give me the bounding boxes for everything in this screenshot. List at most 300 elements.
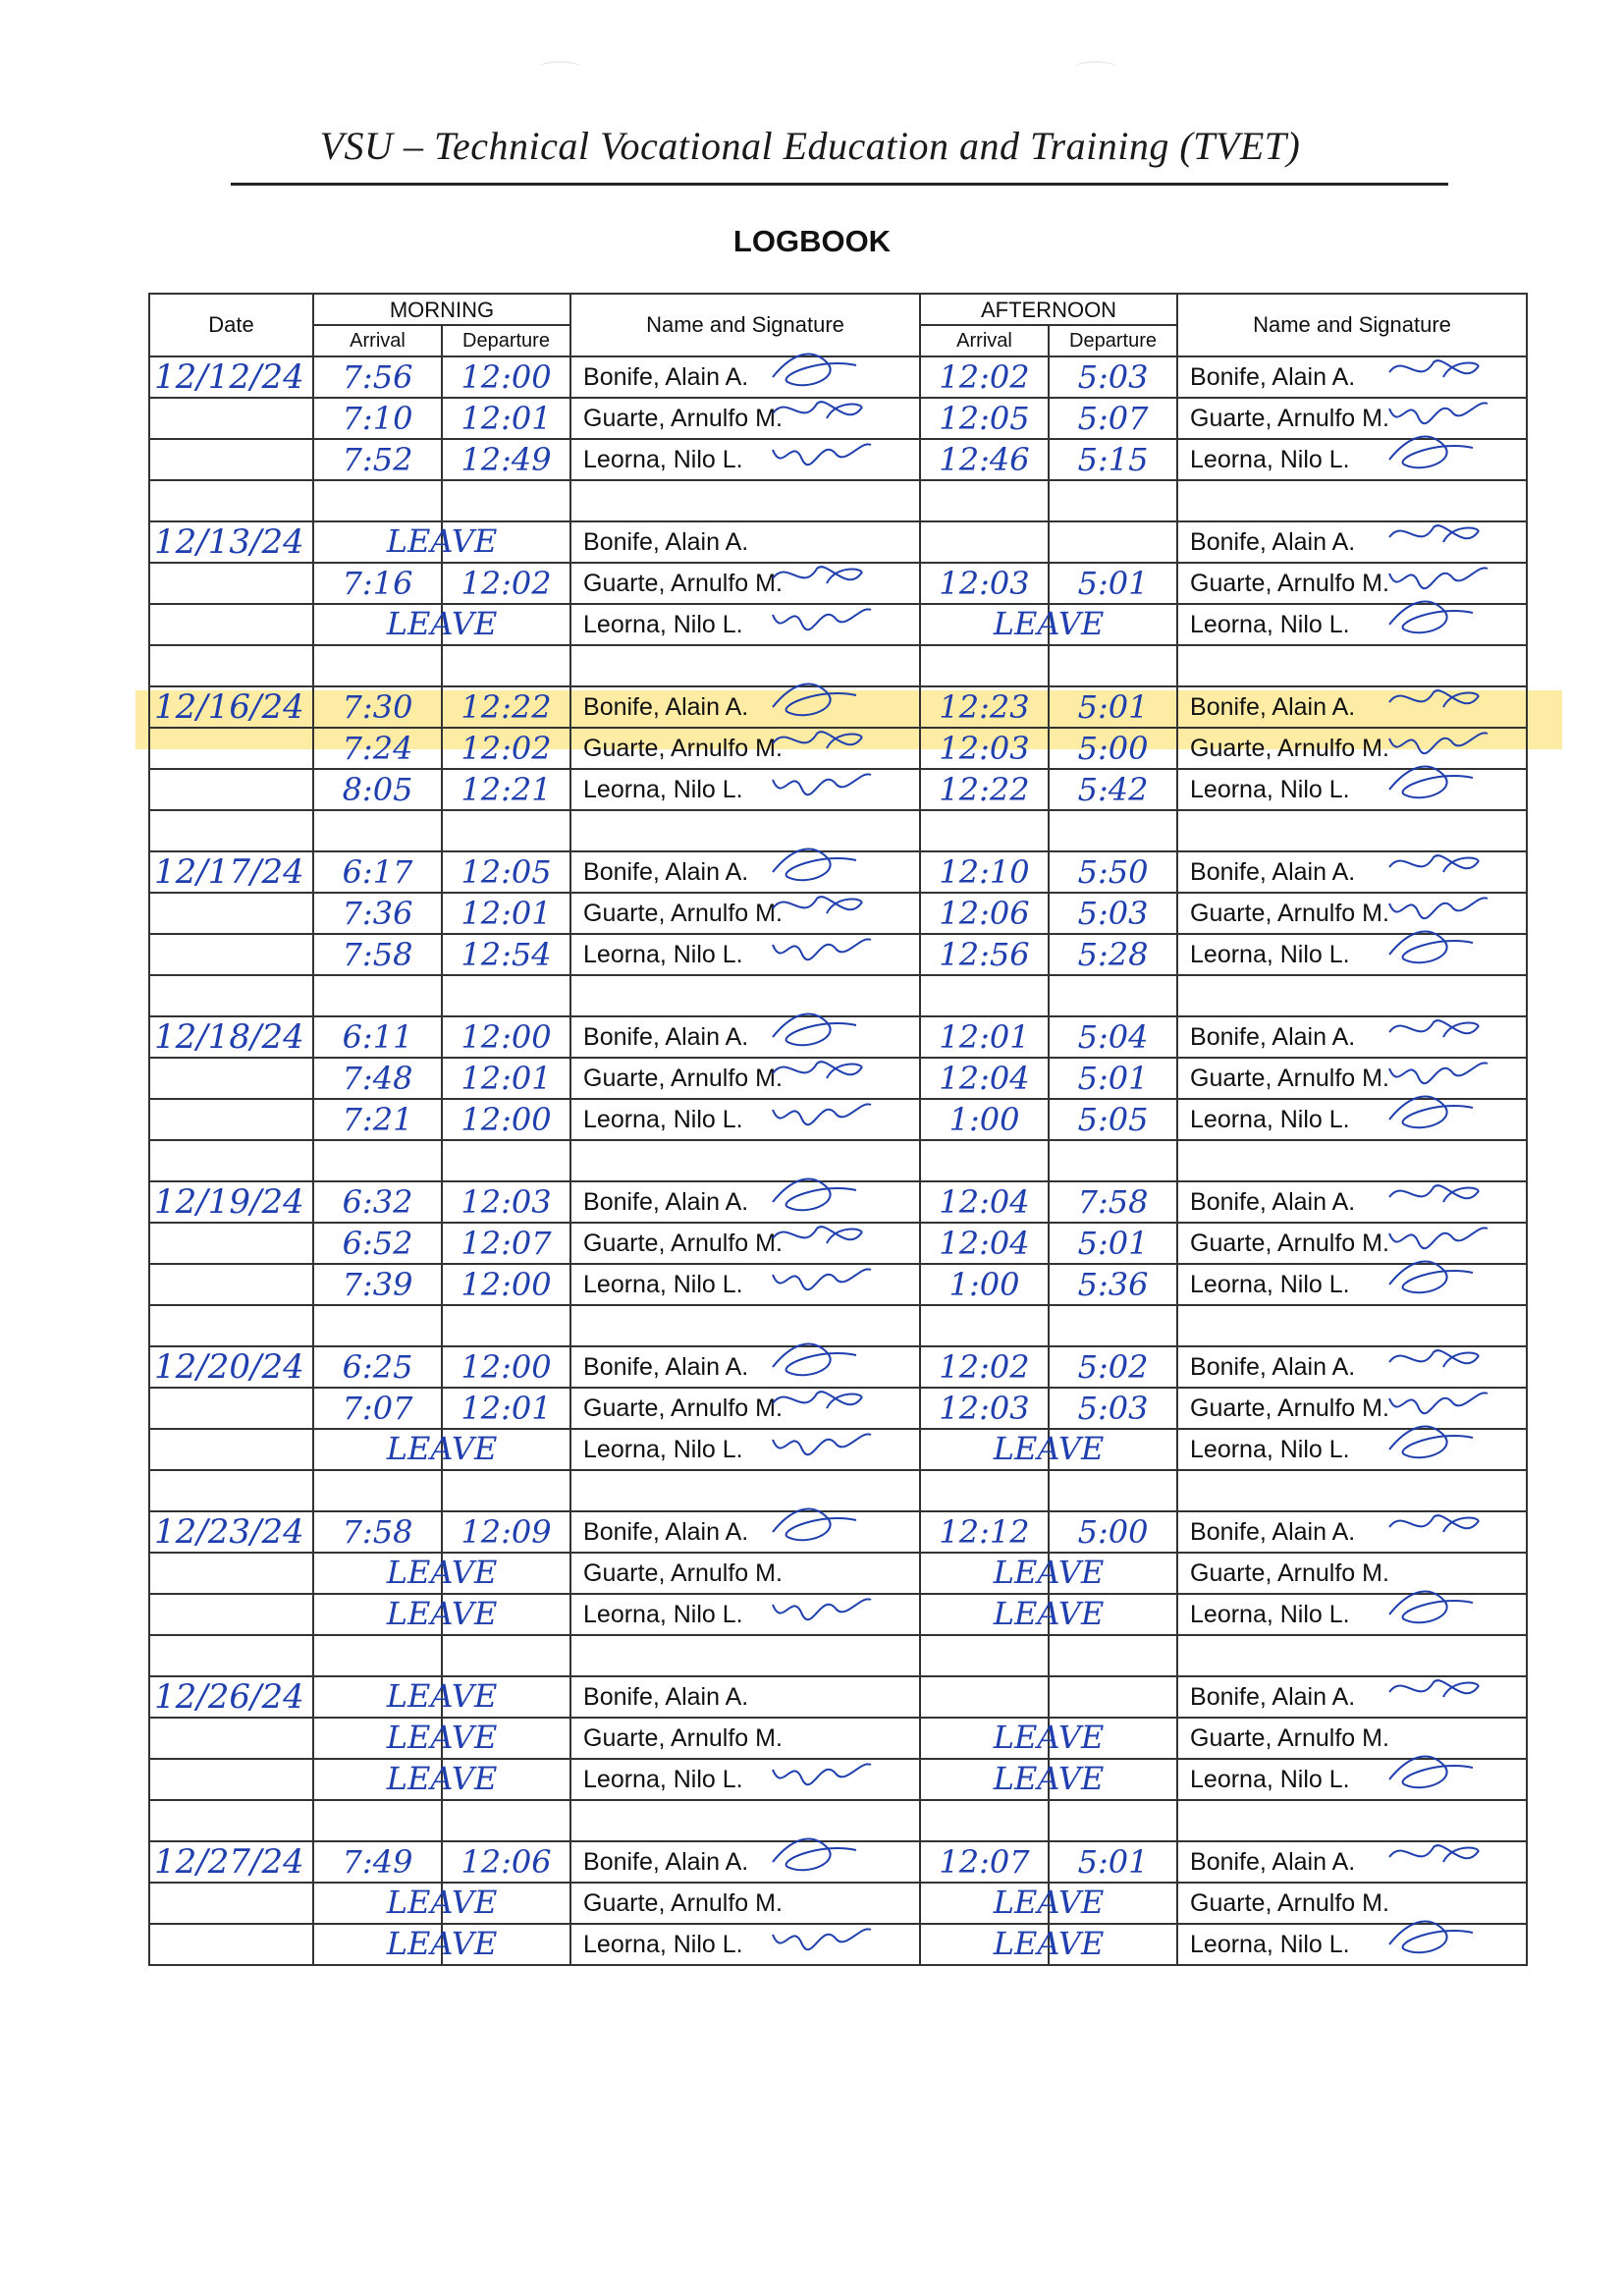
employee-name-pm: Leorna, Nilo L. bbox=[1190, 1105, 1350, 1133]
pm-leave-text: LEAVE bbox=[993, 605, 1105, 642]
date-cell-empty bbox=[149, 563, 313, 604]
spacer-cell bbox=[920, 1140, 1049, 1181]
employee-name: Leorna, Nilo L. bbox=[583, 1600, 743, 1628]
pm-leave-text: LEAVE bbox=[993, 1925, 1105, 1962]
log-row bbox=[149, 604, 1527, 645]
employee-name: Leorna, Nilo L. bbox=[583, 1270, 743, 1298]
pm-departure-cell bbox=[1049, 1924, 1177, 1965]
signature-mark bbox=[1384, 430, 1492, 479]
am-arrival-cell: 6:32 bbox=[313, 1181, 442, 1223]
spacer-cell bbox=[313, 480, 442, 521]
pm-departure-cell bbox=[1049, 1594, 1177, 1635]
signature-mark bbox=[1384, 595, 1492, 644]
pm-departure-cell: 5:01 bbox=[1049, 1841, 1177, 1883]
spacer-cell bbox=[149, 480, 313, 521]
spacer-cell bbox=[313, 810, 442, 851]
employee-name: Bonife, Alain A. bbox=[583, 1352, 749, 1381]
date-cell-empty bbox=[149, 1058, 313, 1099]
am-departure-cell: 12:49 bbox=[442, 439, 570, 480]
am-arrival-cell: 6:52 bbox=[313, 1223, 442, 1264]
pm-departure-cell: 5:01 bbox=[1049, 686, 1177, 728]
name-cell bbox=[570, 1841, 920, 1883]
spacer-cell bbox=[1049, 810, 1177, 851]
name-cell bbox=[570, 1099, 920, 1140]
employee-name: Guarte, Arnulfo M. bbox=[583, 569, 783, 597]
pm-departure-cell: 5:00 bbox=[1049, 728, 1177, 769]
date-cell-empty bbox=[149, 439, 313, 480]
spacer-cell bbox=[149, 975, 313, 1016]
am-departure-cell bbox=[442, 1429, 570, 1470]
pm-arrival-cell: 12:23 bbox=[920, 686, 1049, 728]
spacer-cell bbox=[920, 1470, 1049, 1511]
employee-name: Guarte, Arnulfo M. bbox=[583, 1394, 783, 1422]
employee-name: Bonife, Alain A. bbox=[583, 1022, 749, 1051]
pm-arrival-cell bbox=[920, 1883, 1105, 1924]
employee-name: Guarte, Arnulfo M. bbox=[583, 899, 783, 927]
pm-departure-cell: 5:28 bbox=[1049, 934, 1177, 975]
am-arrival-cell: 7:07 bbox=[313, 1388, 442, 1429]
am-departure-cell: 12:21 bbox=[442, 769, 570, 810]
name-cell bbox=[570, 1429, 920, 1470]
spacer-cell bbox=[442, 810, 570, 851]
spacer-cell bbox=[1049, 1800, 1177, 1841]
employee-name: Bonife, Alain A. bbox=[583, 362, 749, 391]
pm-departure-cell: 5:07 bbox=[1049, 398, 1177, 439]
date-cell-empty bbox=[149, 1099, 313, 1140]
pm-departure-cell: 7:58 bbox=[1049, 1181, 1177, 1223]
spacer-cell bbox=[149, 645, 313, 686]
am-arrival-cell: 8:05 bbox=[313, 769, 442, 810]
pm-arrival-cell bbox=[920, 1759, 1105, 1800]
employee-name: Guarte, Arnulfo M. bbox=[583, 1229, 783, 1257]
employee-name-pm: Bonife, Alain A. bbox=[1190, 1022, 1356, 1051]
pm-leave-text: LEAVE bbox=[993, 1554, 1105, 1591]
employee-name: Guarte, Arnulfo M. bbox=[583, 734, 783, 762]
spacer-cell bbox=[313, 1140, 442, 1181]
date-cell-empty bbox=[149, 1223, 313, 1264]
employee-name-pm: Guarte, Arnulfo M. bbox=[1190, 734, 1389, 762]
pm-departure-cell: 5:00 bbox=[1049, 1511, 1177, 1553]
signature-mark bbox=[1384, 760, 1492, 809]
employee-name: Bonife, Alain A. bbox=[583, 527, 749, 556]
am-departure-cell bbox=[442, 1676, 570, 1718]
logbook-table bbox=[148, 293, 1526, 1966]
employee-name-pm: Bonife, Alain A. bbox=[1190, 857, 1356, 886]
pm-departure-cell: 5:36 bbox=[1049, 1264, 1177, 1305]
am-arrival-cell bbox=[313, 1718, 498, 1759]
pm-departure-cell bbox=[1049, 604, 1177, 645]
pm-arrival-cell: 12:02 bbox=[920, 356, 1049, 398]
pm-arrival-cell: 12:46 bbox=[920, 439, 1049, 480]
date-cell: 12/19/24 bbox=[149, 1181, 313, 1223]
am-leave-text: LEAVE bbox=[386, 1595, 498, 1632]
employee-name-pm: Guarte, Arnulfo M. bbox=[1190, 1723, 1389, 1752]
pm-departure-cell: 5:03 bbox=[1049, 1388, 1177, 1429]
pm-departure-cell: 5:02 bbox=[1049, 1346, 1177, 1388]
employee-name: Bonife, Alain A. bbox=[583, 1682, 749, 1711]
am-arrival-cell: 7:58 bbox=[313, 934, 442, 975]
date-cell-empty bbox=[149, 1718, 313, 1759]
spacer-cell bbox=[920, 1305, 1049, 1346]
employee-name: Bonife, Alain A. bbox=[583, 1847, 749, 1876]
log-row bbox=[149, 1759, 1527, 1800]
pm-arrival-cell: 12:01 bbox=[920, 1016, 1049, 1058]
am-arrival-cell: 7:56 bbox=[313, 356, 442, 398]
name-cell bbox=[570, 1511, 920, 1553]
spacer-cell bbox=[1049, 645, 1177, 686]
pm-departure-cell: 5:50 bbox=[1049, 851, 1177, 893]
signature-mark bbox=[1384, 1667, 1492, 1717]
spacer-cell bbox=[149, 1140, 313, 1181]
spacer-cell bbox=[313, 975, 442, 1016]
am-departure-cell: 12:00 bbox=[442, 1099, 570, 1140]
signature-mark bbox=[1384, 1255, 1492, 1304]
name-cell bbox=[570, 604, 920, 645]
spacer-cell bbox=[570, 480, 920, 521]
employee-name: Leorna, Nilo L. bbox=[583, 1105, 743, 1133]
spacer-cell bbox=[570, 1635, 920, 1676]
employee-name-pm: Bonife, Alain A. bbox=[1190, 1517, 1356, 1546]
date-cell-empty bbox=[149, 1883, 313, 1924]
am-leave-text: LEAVE bbox=[386, 1719, 498, 1756]
spacer-cell bbox=[1049, 1470, 1177, 1511]
date-cell-empty bbox=[149, 1759, 313, 1800]
spacer-cell bbox=[442, 975, 570, 1016]
am-arrival-cell: 7:39 bbox=[313, 1264, 442, 1305]
employee-name-pm: Guarte, Arnulfo M. bbox=[1190, 1064, 1389, 1092]
spacer-cell bbox=[149, 1470, 313, 1511]
am-arrival-cell bbox=[313, 521, 498, 563]
date-cell-empty bbox=[149, 604, 313, 645]
pm-leave-text: LEAVE bbox=[993, 1884, 1105, 1921]
col-name-signature: Name and Signature bbox=[570, 294, 920, 356]
date-cell: 12/27/24 bbox=[149, 1841, 313, 1883]
log-row bbox=[149, 1429, 1527, 1470]
am-departure-cell: 12:00 bbox=[442, 1016, 570, 1058]
pm-arrival-cell bbox=[920, 1429, 1105, 1470]
log-row bbox=[149, 1841, 1527, 1883]
employee-name-pm: Bonife, Alain A. bbox=[1190, 1682, 1356, 1711]
signature-mark bbox=[768, 1750, 876, 1799]
pm-departure-cell: 5:01 bbox=[1049, 563, 1177, 604]
signature-mark bbox=[768, 1420, 876, 1469]
date-cell-empty bbox=[149, 769, 313, 810]
am-arrival-cell bbox=[313, 1883, 498, 1924]
signature-mark bbox=[768, 1255, 876, 1304]
pm-departure-cell bbox=[1049, 1759, 1177, 1800]
am-departure-cell: 12:06 bbox=[442, 1841, 570, 1883]
am-departure-cell: 12:01 bbox=[442, 1058, 570, 1099]
am-departure-cell bbox=[442, 1883, 570, 1924]
am-departure-cell bbox=[442, 1718, 570, 1759]
spacer-cell bbox=[149, 1305, 313, 1346]
pm-departure-cell: 5:03 bbox=[1049, 356, 1177, 398]
pm-arrival-cell bbox=[920, 1924, 1105, 1965]
name-cell-pm bbox=[1177, 1594, 1527, 1635]
employee-name-pm: Bonife, Alain A. bbox=[1190, 1847, 1356, 1876]
pm-arrival-cell bbox=[920, 1594, 1105, 1635]
employee-name: Leorna, Nilo L. bbox=[583, 775, 743, 803]
spacer-cell bbox=[313, 1470, 442, 1511]
employee-name: Guarte, Arnulfo M. bbox=[583, 1888, 783, 1917]
am-departure-cell bbox=[442, 1594, 570, 1635]
employee-name-pm: Bonife, Alain A. bbox=[1190, 527, 1356, 556]
col-morning: MORNING bbox=[313, 294, 570, 325]
employee-name-pm: Bonife, Alain A. bbox=[1190, 692, 1356, 721]
spacer-cell bbox=[149, 1635, 313, 1676]
am-arrival-cell bbox=[313, 1676, 498, 1718]
pm-departure-cell bbox=[1049, 1429, 1177, 1470]
pm-arrival-cell: 1:00 bbox=[920, 1099, 1049, 1140]
spacer-cell bbox=[313, 1800, 442, 1841]
header-title: VSU – Technical Vocational Education and Training (TVET) bbox=[319, 124, 1301, 168]
signature-mark bbox=[768, 760, 876, 809]
log-body bbox=[149, 356, 1527, 1965]
pm-arrival-cell bbox=[920, 1718, 1105, 1759]
employee-name-pm: Guarte, Arnulfo M. bbox=[1190, 1394, 1389, 1422]
employee-name: Bonife, Alain A. bbox=[583, 857, 749, 886]
employee-name-pm: Leorna, Nilo L. bbox=[1190, 1600, 1350, 1628]
signature-mark bbox=[1384, 1750, 1492, 1799]
employee-name-pm: Guarte, Arnulfo M. bbox=[1190, 1888, 1389, 1917]
am-arrival-cell: 7:21 bbox=[313, 1099, 442, 1140]
pm-arrival-cell: 12:07 bbox=[920, 1841, 1049, 1883]
am-arrival-cell bbox=[313, 1553, 498, 1594]
signature-mark bbox=[768, 430, 876, 479]
employee-name-pm: Leorna, Nilo L. bbox=[1190, 1435, 1350, 1463]
name-cell-pm bbox=[1177, 1264, 1527, 1305]
log-row bbox=[149, 439, 1527, 480]
date-cell-empty bbox=[149, 1594, 313, 1635]
spacer-row bbox=[149, 1635, 1527, 1676]
col-afternoon: AFTERNOON bbox=[920, 294, 1177, 325]
log-row bbox=[149, 769, 1527, 810]
date-cell: 12/17/24 bbox=[149, 851, 313, 893]
date-cell-empty bbox=[149, 934, 313, 975]
employee-name-pm: Leorna, Nilo L. bbox=[1190, 610, 1350, 638]
pm-arrival-cell: 12:06 bbox=[920, 893, 1049, 934]
am-departure-cell: 12:01 bbox=[442, 893, 570, 934]
employee-name-pm: Guarte, Arnulfo M. bbox=[1190, 1558, 1389, 1587]
header-rule bbox=[231, 183, 1448, 186]
name-cell-pm bbox=[1177, 1099, 1527, 1140]
signature-mark bbox=[768, 1915, 876, 1964]
pm-arrival-cell bbox=[920, 1676, 1049, 1718]
employee-name: Guarte, Arnulfo M. bbox=[583, 1064, 783, 1092]
am-arrival-cell: 7:49 bbox=[313, 1841, 442, 1883]
am-arrival-cell bbox=[313, 1924, 498, 1965]
pm-arrival-cell bbox=[920, 1553, 1105, 1594]
pm-departure-cell: 5:01 bbox=[1049, 1223, 1177, 1264]
am-departure-cell: 12:54 bbox=[442, 934, 570, 975]
pm-departure-cell: 5:15 bbox=[1049, 439, 1177, 480]
employee-name: Guarte, Arnulfo M. bbox=[583, 404, 783, 432]
date-cell-empty bbox=[149, 1553, 313, 1594]
am-departure-cell bbox=[442, 604, 570, 645]
date-cell: 12/23/24 bbox=[149, 1511, 313, 1553]
spacer-cell bbox=[1049, 1305, 1177, 1346]
am-arrival-cell: 6:11 bbox=[313, 1016, 442, 1058]
log-row bbox=[149, 1099, 1527, 1140]
spacer-cell bbox=[920, 480, 1049, 521]
date-cell-empty bbox=[149, 1924, 313, 1965]
signature-mark bbox=[1384, 1503, 1492, 1552]
employee-name-pm: Guarte, Arnulfo M. bbox=[1190, 404, 1389, 432]
date-cell: 12/12/24 bbox=[149, 356, 313, 398]
spacer-cell bbox=[149, 810, 313, 851]
spacer-cell bbox=[920, 1800, 1049, 1841]
pm-leave-text: LEAVE bbox=[993, 1719, 1105, 1756]
employee-name-pm: Guarte, Arnulfo M. bbox=[1190, 899, 1389, 927]
date-cell: 12/18/24 bbox=[149, 1016, 313, 1058]
name-cell-pm bbox=[1177, 1676, 1527, 1718]
employee-name: Bonife, Alain A. bbox=[583, 1517, 749, 1546]
pm-arrival-cell: 12:04 bbox=[920, 1223, 1049, 1264]
am-arrival-cell: 7:36 bbox=[313, 893, 442, 934]
am-arrival-cell: 6:25 bbox=[313, 1346, 442, 1388]
pm-departure-cell: 5:04 bbox=[1049, 1016, 1177, 1058]
doc-title: LOGBOOK bbox=[732, 224, 892, 258]
employee-name-pm: Leorna, Nilo L. bbox=[1190, 940, 1350, 968]
spacer-cell bbox=[313, 1635, 442, 1676]
name-cell bbox=[570, 769, 920, 810]
am-leave-text: LEAVE bbox=[386, 605, 498, 642]
pm-arrival-cell: 12:12 bbox=[920, 1511, 1049, 1553]
spacer-cell bbox=[920, 810, 1049, 851]
am-leave-text: LEAVE bbox=[386, 522, 498, 560]
am-leave-text: LEAVE bbox=[386, 1554, 498, 1591]
pm-arrival-cell bbox=[920, 521, 1049, 563]
name-cell bbox=[570, 439, 920, 480]
name-cell-pm bbox=[1177, 1511, 1527, 1553]
name-cell bbox=[570, 1759, 920, 1800]
am-departure-cell bbox=[442, 521, 570, 563]
log-row bbox=[149, 1924, 1527, 1965]
pm-departure-cell: 5:03 bbox=[1049, 893, 1177, 934]
am-departure-cell: 12:22 bbox=[442, 686, 570, 728]
date-cell-empty bbox=[149, 728, 313, 769]
col-date: Date bbox=[149, 294, 313, 356]
signature-mark bbox=[768, 1090, 876, 1139]
pm-arrival-cell: 12:02 bbox=[920, 1346, 1049, 1388]
am-departure-cell bbox=[442, 1553, 570, 1594]
am-arrival-cell bbox=[313, 1594, 498, 1635]
pm-arrival-cell bbox=[920, 604, 1105, 645]
employee-name: Leorna, Nilo L. bbox=[583, 1930, 743, 1958]
pm-arrival-cell: 12:04 bbox=[920, 1181, 1049, 1223]
am-departure-cell: 12:02 bbox=[442, 728, 570, 769]
am-leave-text: LEAVE bbox=[386, 1760, 498, 1797]
name-cell bbox=[570, 1676, 920, 1718]
spacer-cell bbox=[1049, 1140, 1177, 1181]
signature-mark bbox=[768, 925, 876, 974]
pm-departure-cell: 5:01 bbox=[1049, 1058, 1177, 1099]
name-cell-pm bbox=[1177, 439, 1527, 480]
signature-mark bbox=[1384, 1090, 1492, 1139]
col-pm-departure: Departure bbox=[1049, 325, 1177, 356]
am-departure-cell: 12:03 bbox=[442, 1181, 570, 1223]
col-name-signature-pm: Name and Signature bbox=[1177, 294, 1527, 356]
pm-arrival-cell: 12:10 bbox=[920, 851, 1049, 893]
punch-hole-left bbox=[538, 61, 581, 75]
employee-name: Leorna, Nilo L. bbox=[583, 1765, 743, 1793]
date-cell-empty bbox=[149, 1264, 313, 1305]
am-departure-cell bbox=[442, 1759, 570, 1800]
am-departure-cell: 12:09 bbox=[442, 1511, 570, 1553]
am-departure-cell: 12:07 bbox=[442, 1223, 570, 1264]
spacer-cell bbox=[920, 645, 1049, 686]
spacer-cell bbox=[442, 1140, 570, 1181]
spacer-cell bbox=[1049, 480, 1177, 521]
am-leave-text: LEAVE bbox=[386, 1430, 498, 1467]
log-row bbox=[149, 1264, 1527, 1305]
pm-arrival-cell: 12:22 bbox=[920, 769, 1049, 810]
date-cell-empty bbox=[149, 1388, 313, 1429]
signature-mark bbox=[768, 1832, 876, 1882]
date-cell: 12/20/24 bbox=[149, 1346, 313, 1388]
col-am-departure: Departure bbox=[442, 325, 570, 356]
date-cell: 12/26/24 bbox=[149, 1676, 313, 1718]
employee-name-pm: Bonife, Alain A. bbox=[1190, 362, 1356, 391]
am-arrival-cell: 7:52 bbox=[313, 439, 442, 480]
am-departure-cell: 12:00 bbox=[442, 356, 570, 398]
log-row bbox=[149, 1511, 1527, 1553]
am-departure-cell bbox=[442, 1924, 570, 1965]
employee-name-pm: Bonife, Alain A. bbox=[1190, 1187, 1356, 1216]
pm-arrival-cell: 12:05 bbox=[920, 398, 1049, 439]
name-cell-pm bbox=[1177, 934, 1527, 975]
employee-name-pm: Leorna, Nilo L. bbox=[1190, 775, 1350, 803]
pm-departure-cell bbox=[1049, 1553, 1177, 1594]
am-departure-cell: 12:00 bbox=[442, 1264, 570, 1305]
spacer-cell bbox=[1049, 975, 1177, 1016]
am-leave-text: LEAVE bbox=[386, 1884, 498, 1921]
am-departure-cell: 12:00 bbox=[442, 1346, 570, 1388]
employee-name: Guarte, Arnulfo M. bbox=[583, 1558, 783, 1587]
name-cell bbox=[570, 1594, 920, 1635]
name-cell bbox=[570, 934, 920, 975]
employee-name: Leorna, Nilo L. bbox=[583, 445, 743, 473]
pm-departure-cell bbox=[1049, 521, 1177, 563]
am-departure-cell: 12:05 bbox=[442, 851, 570, 893]
name-cell-pm bbox=[1177, 604, 1527, 645]
pm-arrival-cell: 12:04 bbox=[920, 1058, 1049, 1099]
employee-name: Bonife, Alain A. bbox=[583, 692, 749, 721]
pm-departure-cell: 5:42 bbox=[1049, 769, 1177, 810]
log-row bbox=[149, 1594, 1527, 1635]
col-pm-arrival: Arrival bbox=[920, 325, 1049, 356]
signature-mark bbox=[768, 595, 876, 644]
punch-hole-right bbox=[1074, 61, 1117, 75]
date-cell-empty bbox=[149, 1429, 313, 1470]
employee-name: Leorna, Nilo L. bbox=[583, 940, 743, 968]
signature-mark bbox=[1384, 1585, 1492, 1634]
signature-mark bbox=[1384, 1915, 1492, 1964]
employee-name-pm: Leorna, Nilo L. bbox=[1190, 1765, 1350, 1793]
am-arrival-cell: 7:48 bbox=[313, 1058, 442, 1099]
signature-mark bbox=[768, 1503, 876, 1552]
am-leave-text: LEAVE bbox=[386, 1677, 498, 1715]
spacer-cell bbox=[313, 645, 442, 686]
am-departure-cell: 12:01 bbox=[442, 1388, 570, 1429]
name-cell-pm bbox=[1177, 1841, 1527, 1883]
employee-name-pm: Leorna, Nilo L. bbox=[1190, 1930, 1350, 1958]
employee-name: Leorna, Nilo L. bbox=[583, 1435, 743, 1463]
signature-mark bbox=[1384, 1832, 1492, 1882]
name-cell bbox=[570, 1264, 920, 1305]
pm-arrival-cell: 1:00 bbox=[920, 1264, 1049, 1305]
signature-mark bbox=[768, 1585, 876, 1634]
